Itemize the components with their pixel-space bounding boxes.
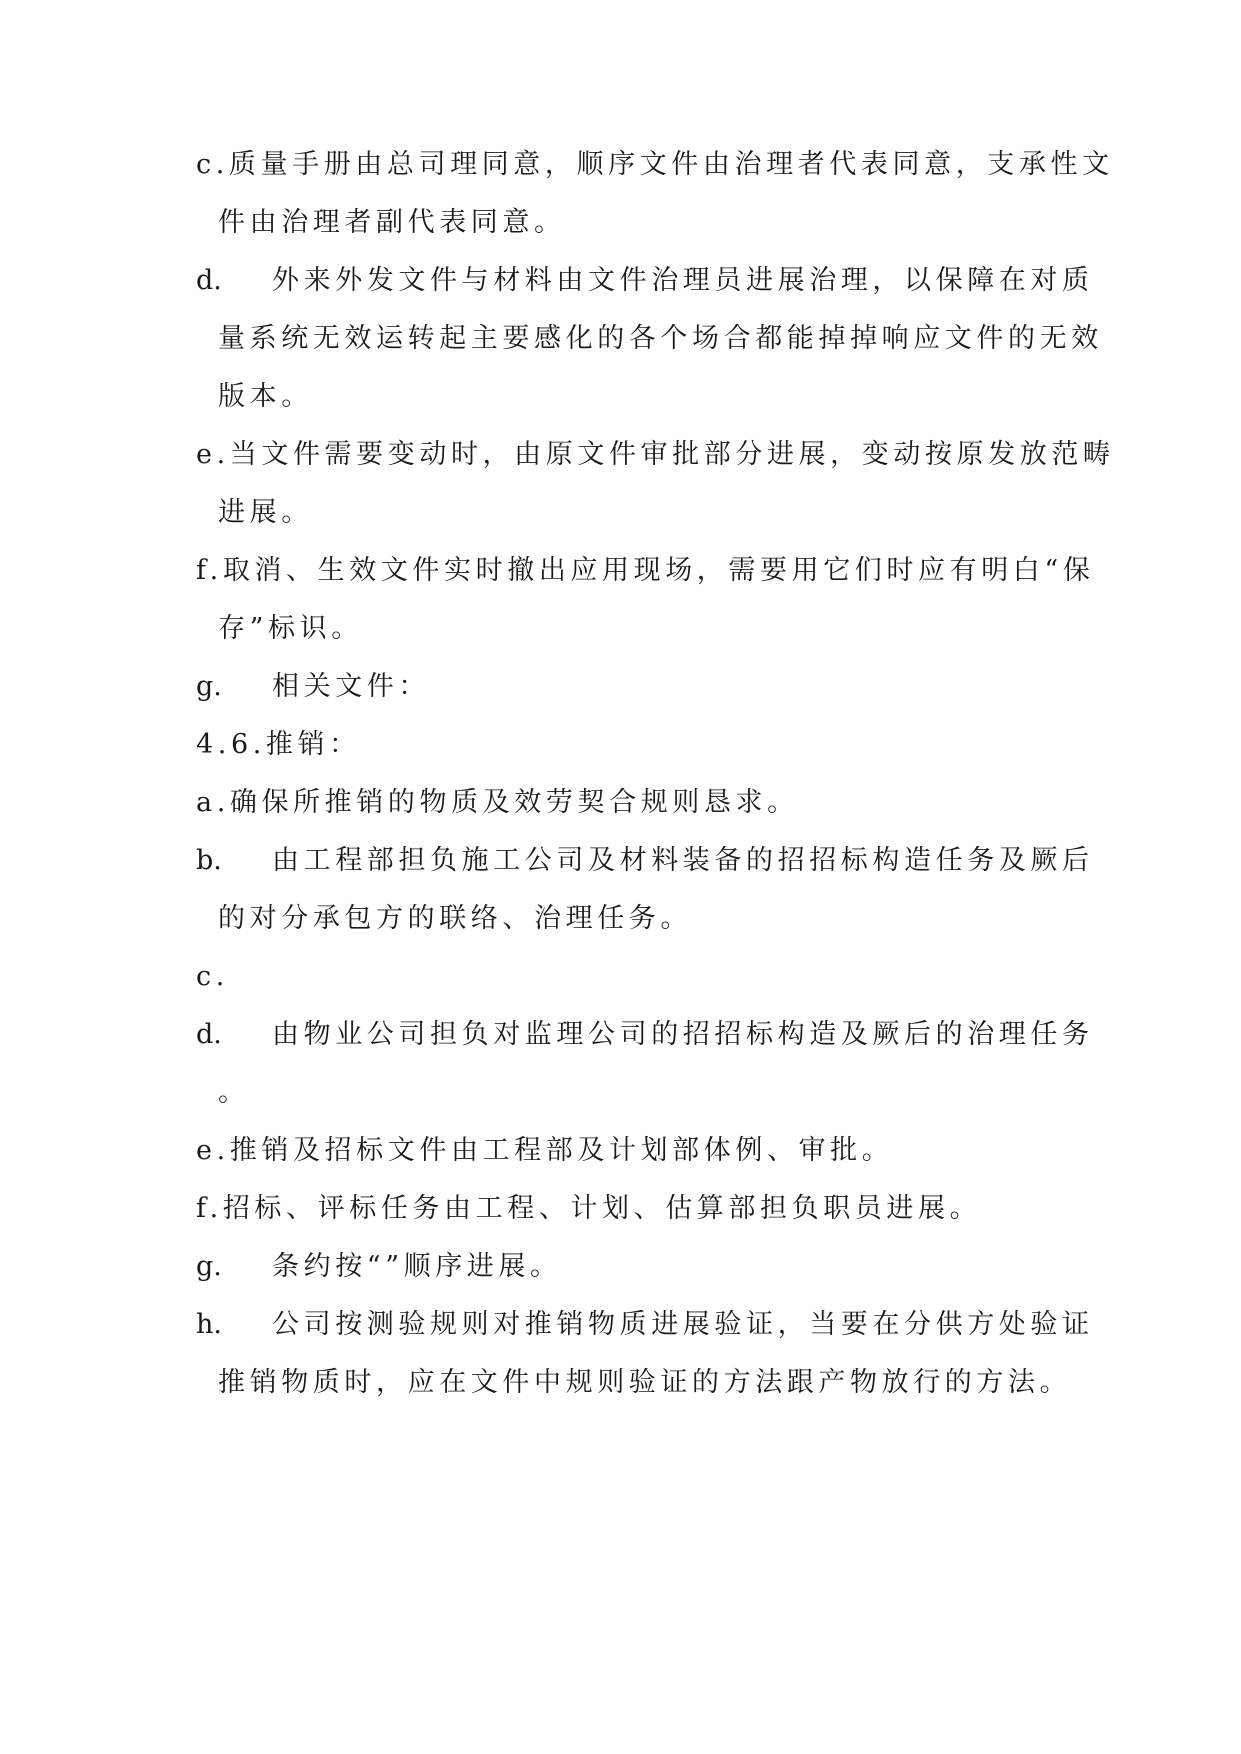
list-marker: g. <box>196 671 222 702</box>
text-line: f.取消、生效文件实时撤出应用现场，需要用它们时应有明白“保 <box>196 555 1095 586</box>
text-line: d. 外来外发文件与材料由文件治理员进展治理，以保障在对质 <box>196 263 1094 299</box>
list-marker: g. <box>196 1251 222 1282</box>
text-line: b. 由工程部担负施工公司及材料装备的招招标构造任务及厥后 <box>196 843 1094 879</box>
text-line: d. 由物业公司担负对监理公司的招招标构造及厥后的治理任务 <box>196 1017 1094 1053</box>
section-heading: 4.6.推销： <box>196 729 361 760</box>
list-marker: d. <box>196 265 222 296</box>
list-marker: b. <box>196 845 222 876</box>
text-line: 版本。 <box>218 381 313 412</box>
text-line: h. 公司按测验规则对推销物质进展验证，当要在分供方处验证 <box>196 1307 1094 1343</box>
text-line: c. <box>196 961 229 992</box>
text-line: a.确保所推销的物质及效劳契合规则恳求。 <box>196 787 799 818</box>
text-line: c.质量手册由总司理同意，顺序文件由治理者代表同意，支承性文 <box>196 149 1114 180</box>
text-line: f.招标、评标任务由工程、计划、估算部担负职员进展。 <box>196 1193 982 1224</box>
text-line: 。 <box>218 1077 250 1108</box>
text-line: e.推销及招标文件由工程部及计划部体例、审批。 <box>196 1135 894 1166</box>
text-line: 件由治理者副代表同意。 <box>218 207 566 238</box>
list-marker: d. <box>196 1019 222 1050</box>
text-line: 推销物质时，应在文件中规则验证的方法跟产物放行的方法。 <box>218 1367 1072 1398</box>
text-line: 的对分承包方的联络、治理任务。 <box>218 903 692 934</box>
text-line: 存”标识。 <box>218 613 363 644</box>
text-line: e.当文件需要变动时，由原文件审批部分进展，变动按原发放范畴 <box>196 439 1115 470</box>
text-line: 进展。 <box>218 497 313 528</box>
list-marker: h. <box>196 1309 222 1340</box>
text-line: g. 条约按“”顺序进展。 <box>196 1249 562 1285</box>
text-line: 量系统无效运转起主要感化的各个场合都能掉掉响应文件的无效 <box>218 323 1103 354</box>
text-line: g. 相关文件： <box>196 669 430 705</box>
